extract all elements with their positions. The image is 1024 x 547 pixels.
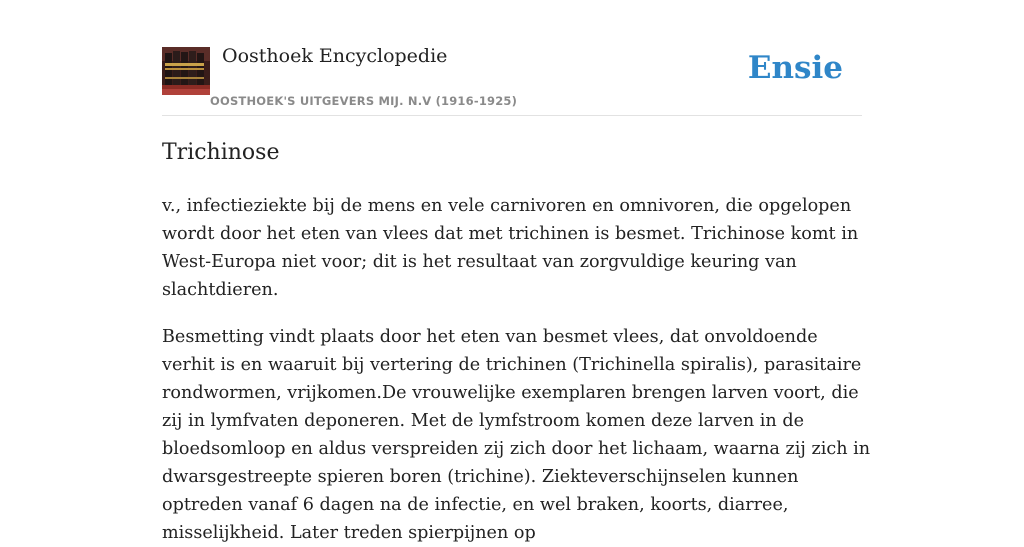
publisher-label: OOSTHOEK'S UITGEVERS MIJ. N.V (1916-1925) [210,94,518,108]
book-title-link[interactable]: Oosthoek Encyclopedie [222,45,448,67]
content-column [162,0,871,543]
encyclopedia-books-icon[interactable] [162,47,210,95]
article-paragraph-2: Besmetting vindt plaats door het eten van besmet vlees, dat onvoldoende verhit is en waaruit bij vertering de trichinen (Trichinella spiralis), parasitaire rondwormen, vrijkomen.De vrouwelijke exemplaren brengen larven voort, die zij in lymfvaten deponeren. Met de lymfstroom komen deze larven in de bloedsomloop en aldus verspreiden zij zich door het lichaam, waarna zij zich in dwarsgestreepte spieren boren (trichine). Ziekteverschijnselen kunnen optreden vanaf 6 dagen na de infectie, en wel braken, koorts, diarree, misselijkheid. Later treden spierpijnen op [162,327,871,543]
article-title: Trichinose [162,140,280,165]
ensie-logo-link[interactable]: Ensie [747,50,843,86]
header [162,0,862,116]
article-paragraph-1: v., infectieziekte bij de mens en vele carnivoren en omnivoren, die opgelopen wordt door het eten van vlees dat met trichinen is besmet. Trichinose komt in West-Europa niet voor; dit is het resultaat van zorgvuldige keuring van slachtdieren. [162,196,859,300]
